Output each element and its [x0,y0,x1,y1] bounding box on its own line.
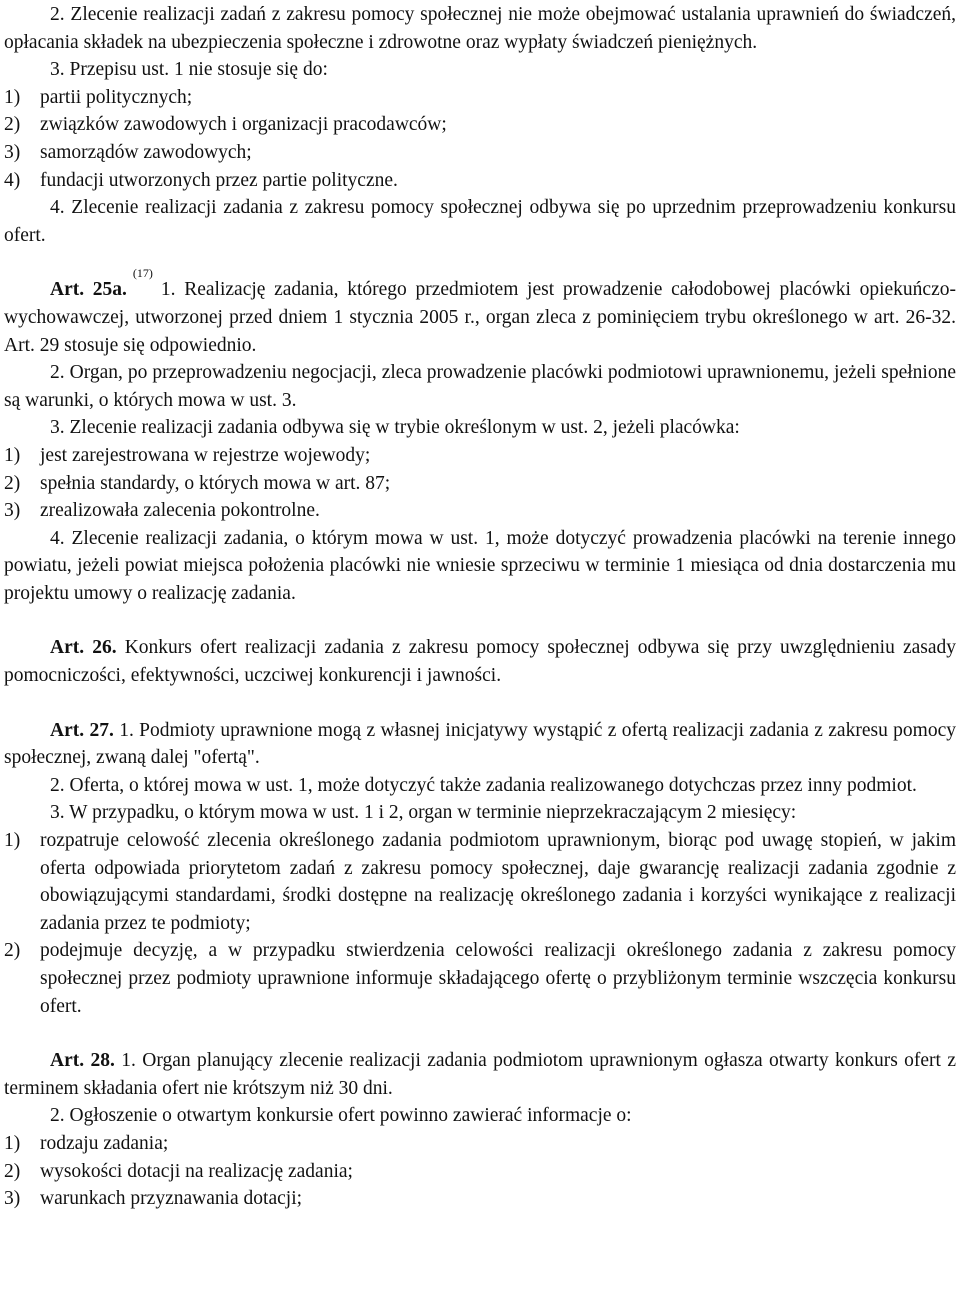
list-item: 3) zrealizowała zalecenia pokontrolne. [4,500,320,522]
article-label: Art. 27. [50,719,114,741]
list-item: 1) rodzaju zadania; [4,1132,169,1154]
list-item: 1) partii politycznych; [4,86,193,108]
list-item: 2) spełnia standardy, o których mowa w art. 87; [4,472,391,494]
list-placowka-conditions [4,442,956,525]
footnote-marker: (17) [132,266,153,281]
article-27-paragraph-1: Art. 27. 1. Podmioty uprawnione mogą z własnej inicjatywy wystąpić z ofertą realizacji zadania z zakresu pomocy społecznej, zwaną dalej "ofertą". [4,719,957,769]
article-28-paragraph-1: Art. 28. 1. Organ planujący zlecenie realizacji zadania podmiotom uprawnionym ogłasza otwarty konkurs ofert z terminem składania ofert nie krótszym niż 30 dni. [4,1050,957,1099]
list-item: 3) warunkach przyznawania dotacji; [4,1188,303,1210]
list-item: 2) związków zawodowych i organizacji pracodawców; [4,114,447,136]
article-27-paragraph-2: 2. Oferta, o której mowa w ust. 1, może dotyczyć także zadania realizowanego dotychczas przez inny podmiot. [50,774,917,796]
list-item: 1) jest zarejestrowana w rejestrze wojewody; [4,444,371,466]
article-27-paragraph-3: 3. W przypadku, o którym mowa w ust. 1 i 2, organ w terminie nieprzekraczającym 2 miesięcy: [50,802,797,824]
list-organ-actions [4,827,956,1020]
list-item: 2) podejmuje decyzję, a w przypadku stwierdzenia celowości realizacji określonego zadania z zakresu pomocy społecznej przez podmioty uprawnione informuje składającego ofertę o przybliżonym terminie wszczęcia konkursu ofert. [4,940,956,1017]
paragraph-zlecenie-2: 2. Zlecenie realizacji zadań z zakresu pomocy społecznej nie może obejmować ustalania uprawnień do świadczeń, opłacania składek na ubezpieczenia społeczne i zdrowotne oraz wypłaty świadczeń pieniężnych. [4,4,956,53]
list-item: 1) rozpatruje celowość zlecenia określonego zadania podmiotom uprawnionym, biorąc pod uwagę stopień, w jakim oferta odpowiada priorytetom zadań z zakresu pomocy społecznej, daje gwarancję realizacji zadania zgodnie z obowiązującymi standardami, środki dostępne na realizację określonego zadania i korzyści wynikające z realizacji zadania przez te podmioty; [4,830,956,934]
paragraph-zlecenie-4: 4. Zlecenie realizacji zadania z zakresu pomocy społecznej odbywa się po uprzednim przeprowadzeniu konkursu ofert. [4,197,956,246]
article-label: Art. 26. [50,637,117,659]
list-item: 4) fundacji utworzonych przez partie polityczne. [4,169,398,191]
list-item: 3) samorządów zawodowych; [4,141,252,163]
article-label: Art. 28. [50,1050,115,1072]
article-25a-paragraph-2: 2. Organ, po przeprowadzeniu negocjacji, zleca prowadzenie placówki podmiotowi uprawnionemu, jeżeli spełnione są warunki, o których mowa w ust. 3. [4,362,956,411]
article-label: Art. 25a. [50,279,127,301]
list-item: 2) wysokości dotacji na realizację zadania; [4,1160,353,1182]
article-26: Art. 26. Konkurs ofert realizacji zadania z zakresu pomocy społecznej odbywa się przy uwzględnieniu zasady pomocniczości, efektywności, uczciwej konkurencji i jawności. [4,637,956,687]
article-25a-paragraph-4: 4. Zlecenie realizacji zadania, o którym mowa w ust. 1, może dotyczyć prowadzenia placówki na terenie innego powiatu, jeżeli powiat miejsca położenia placówki nie wniesie sprzeciwu w terminie 1 miesiąca od dnia dostarczenia mu projektu umowy o realizację zadania. [4,527,956,604]
article-28-paragraph-2: 2. Ogłoszenie o otwartym konkursie ofert powinno zawierać informacje o: [50,1105,632,1127]
list-excluded-entities [4,84,956,194]
paragraph-przepisu-3: 3. Przepisu ust. 1 nie stosuje się do: [50,59,328,81]
article-25a-paragraph-1: Art. 25a.$^{(17)}$1. Realizację zadania, którego przedmiotem jest prowadzenie całodobowej placówki opiekuńczo-wychowawczej, utworzonej przed dniem 1 stycznia 2005 r., organ zleca z pominięciem trybu określonego w art. 26-32. Art. 29 stosuje się odpowiednio. [4,266,956,356]
article-25a-paragraph-3: 3. Zlecenie realizacji zadania odbywa się w trybie określonym w ust. 2, jeżeli placówka: [50,417,740,439]
list-announcement-info [4,1130,956,1213]
